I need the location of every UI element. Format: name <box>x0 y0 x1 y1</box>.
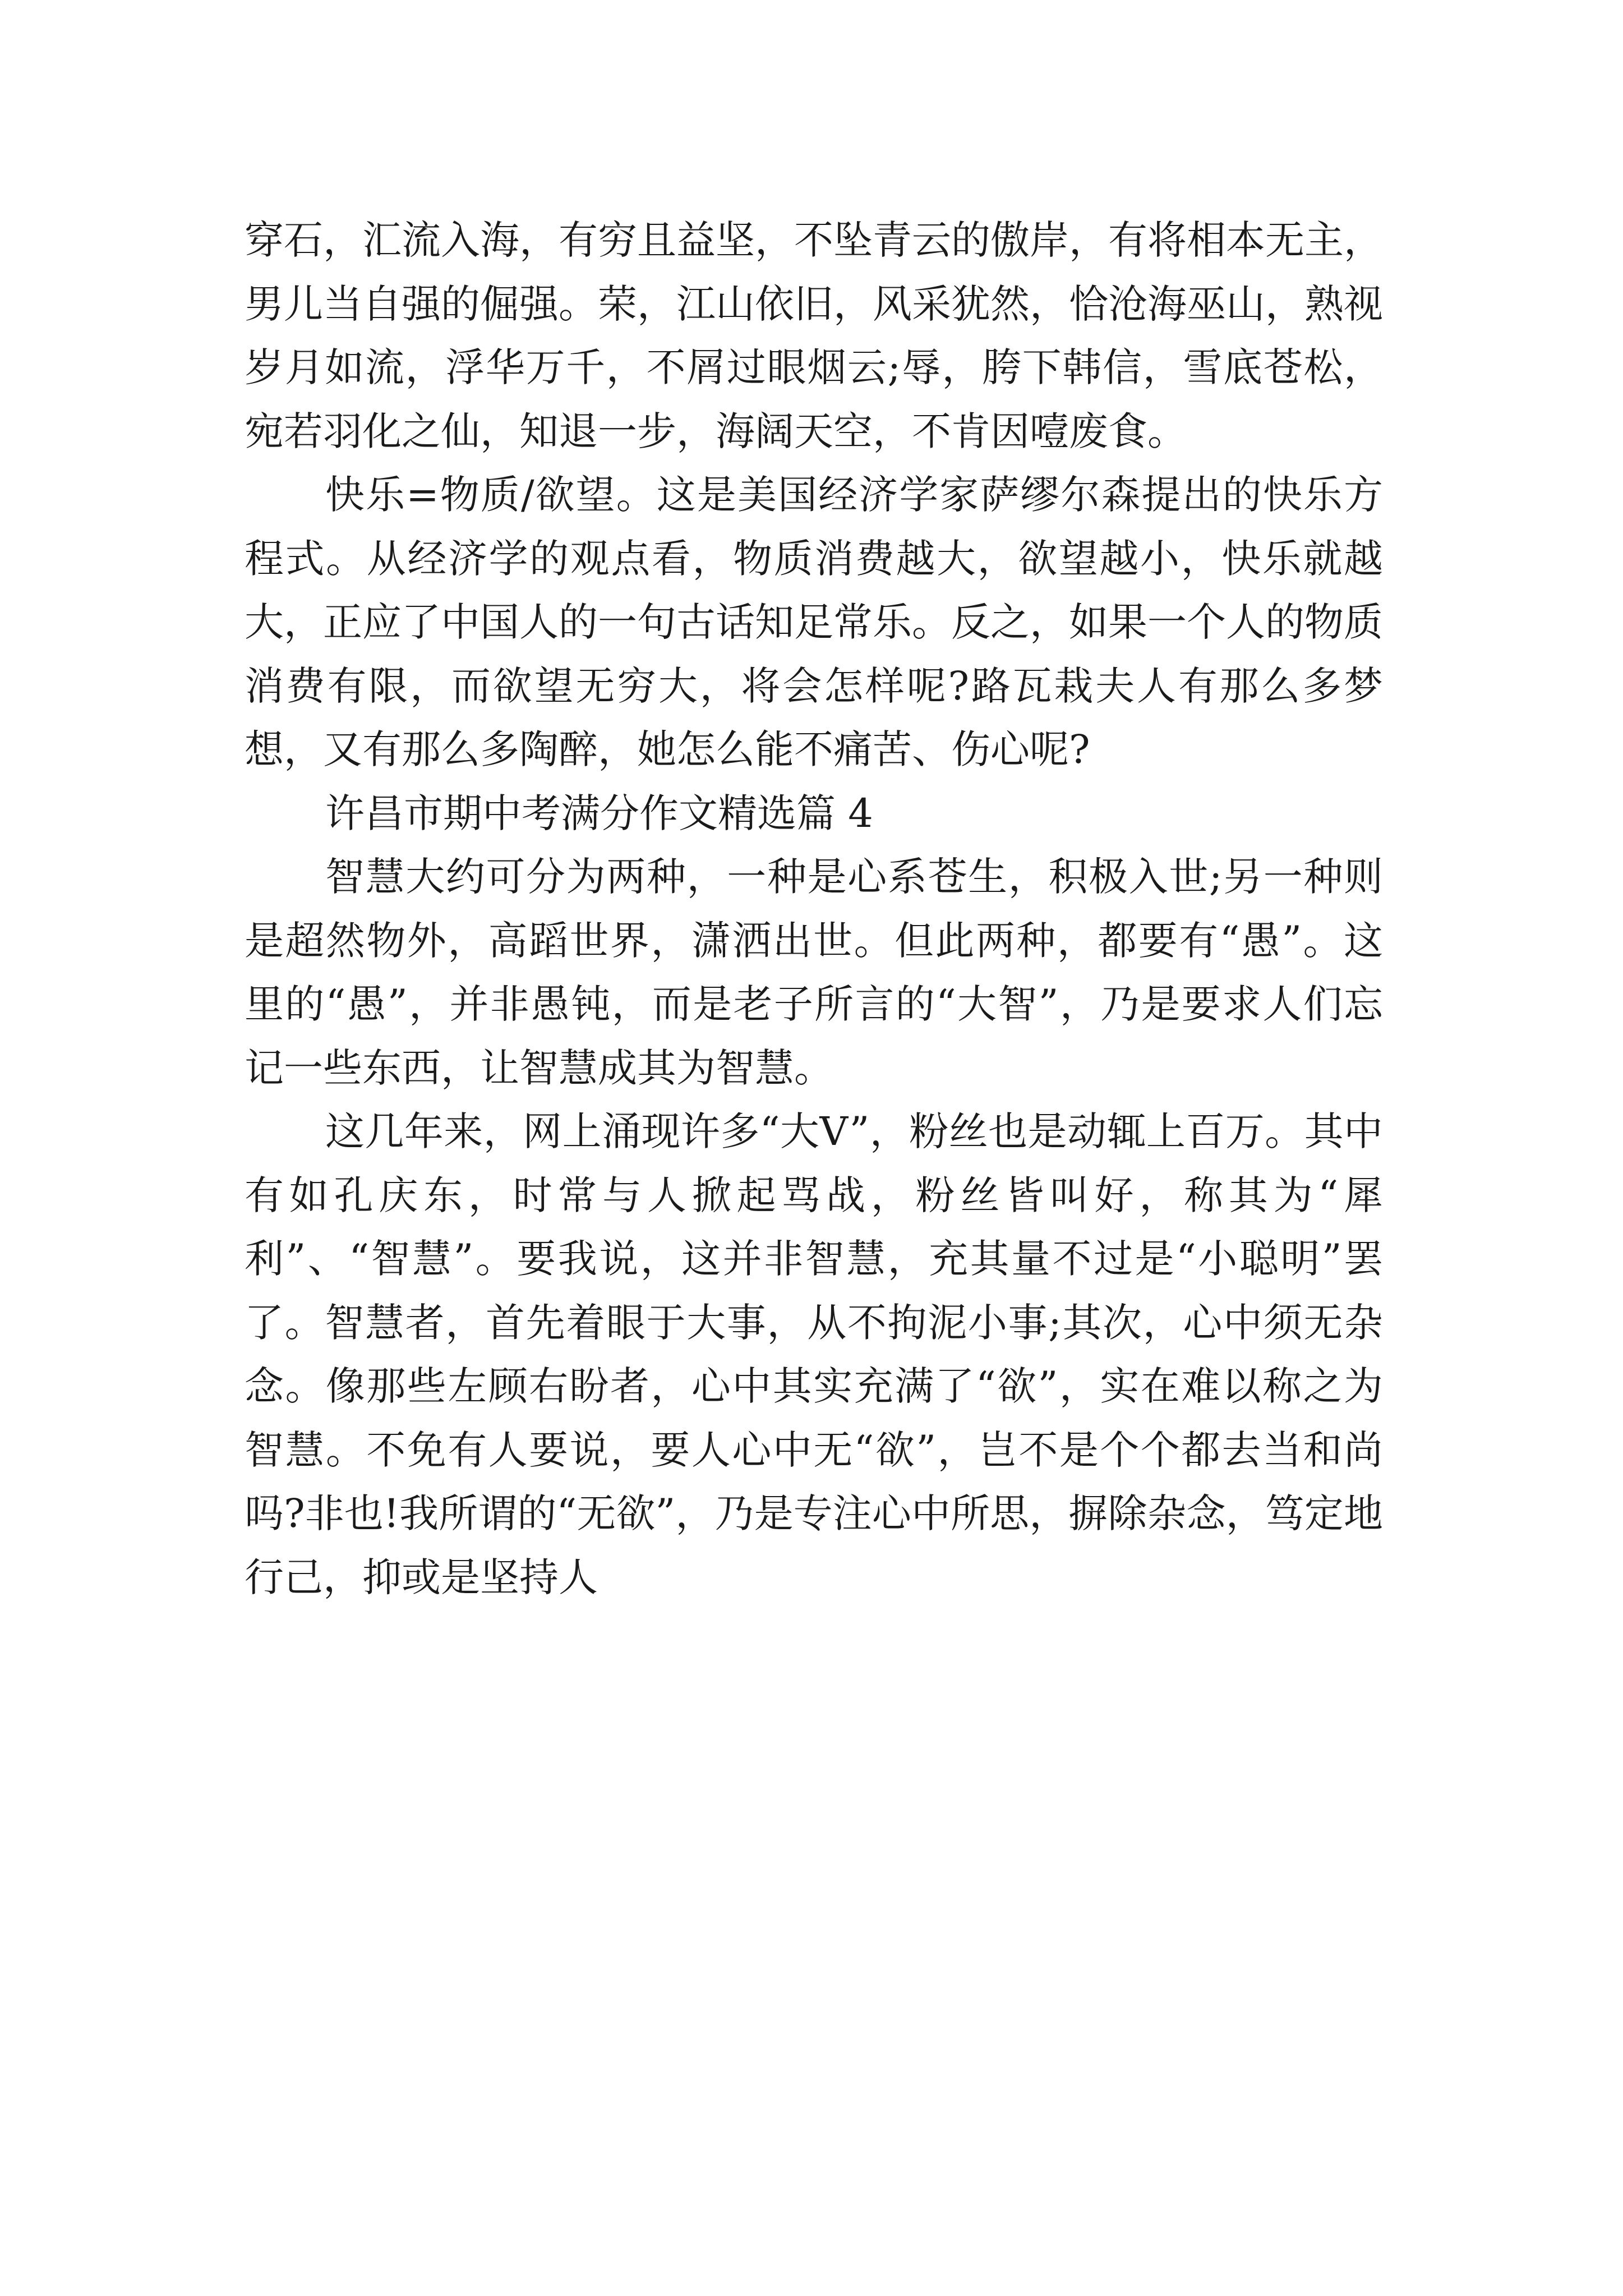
document-body <box>245 209 1383 1609</box>
paragraph-wisdom-intro: 智慧大约可分为两种，一种是心系苍生，积极入世;另一种则是超然物外，高蹈世界，潇洒出世。但此两种，都要有“愚”。这里的“愚”，并非愚钝，而是老子所言的“大智”，乃是要求人们忘记一些东西，让智慧成其为智慧。 <box>245 854 1383 1091</box>
paragraph-happiness-equation: 快乐=物质/欲望。这是美国经济学家萨缪尔森提出的快乐方程式。从经济学的观点看，物质消费越大，欲望越小，快乐就越大，正应了中国人的一句古话知足常乐。反之，如果一个人的物质消费有限，而欲望无穷大，将会怎样呢?路瓦栽夫人有那么多梦想，又有那么多陶醉，她怎么能不痛苦、伤心呢? <box>245 472 1383 772</box>
paragraph-big-v: 这几年来，网上涌现许多“大V”，粉丝也是动辄上百万。其中有如孔庆东，时常与人掀起骂战，粉丝皆叫好，称其为“犀利”、“智慧”。要我说，这并非智慧，充其量不过是“小聪明”罢了。智慧者，首先着眼于大事，从不拘泥小事;其次，心中须无杂念。像那些左顾右盼者，心中其实充满了“欲”，实在难以称之为智慧。不免有人要说，要人心中无“欲”，岂不是个个都去当和尚吗?非也!我所谓的“无欲”，乃是专注心中所思，摒除杂念，笃定地行己，抑或是坚持人 <box>245 1108 1383 1600</box>
paragraph-continuation: 穿石，汇流入海，有穷且益坚，不坠青云的傲岸，有将相本无主，男儿当自强的倔强。荣，江山依旧，风采犹然，恰沧海巫山，熟视岁月如流，浮华万千，不屑过眼烟云;辱，胯下韩信，雪底苍松，宛若羽化之仙，知退一步，海阔天空，不肯因噎废食。 <box>245 217 1383 454</box>
section-heading: 许昌市期中考满分作文精选篇 4 <box>325 790 873 836</box>
